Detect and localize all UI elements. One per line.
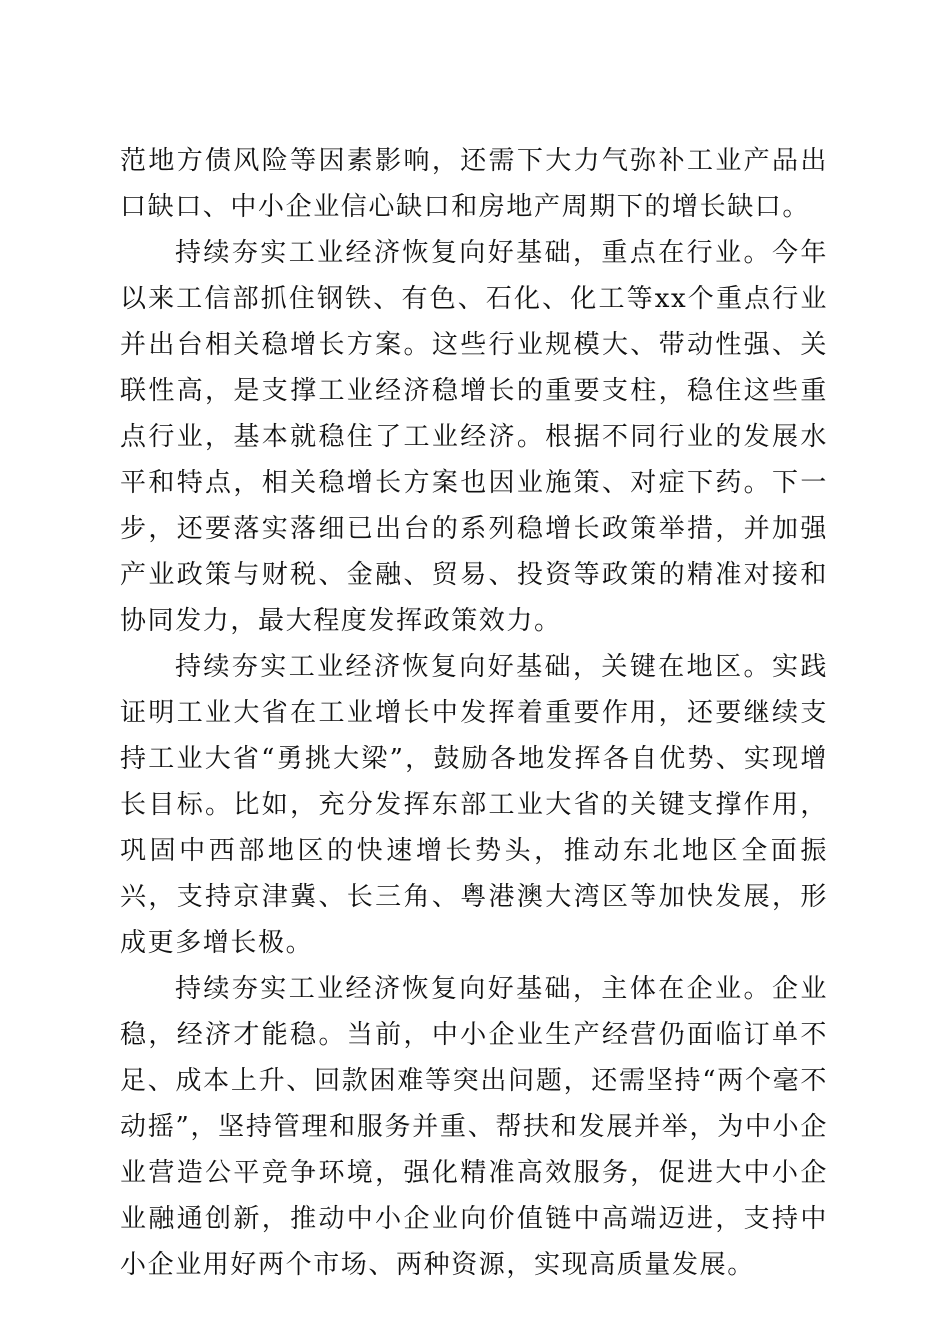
paragraph-industry: 持续夯实工业经济恢复向好基础，重点在行业。今年以来工信部抓住钢铁、有色、石化、化工等xx个重点行业并出台相关稳增长方案。这些行业规模大、带动性强、关联性高，是支撑工业经济稳增长的重要支柱，稳住这些重点行业，基本就稳住了工业经济。根据不同行业的发展水平和特点，相关稳增长方案也因业施策、对症下药。下一步，还要落实落细已出台的系列稳增长政策举措，并加强产业政策与财税、金融、贸易、投资等政策的精准对接和协同发力，最大程度发挥政策效力。: [120, 238, 828, 636]
document-body: [120, 138, 828, 1288]
paragraph-region: 持续夯实工业经济恢复向好基础，关键在地区。实践证明工业大省在工业增长中发挥着重要作用，还要继续支持工业大省“勇挑大梁”，鼓励各地发挥各自优势、实现增长目标。比如，充分发挥东部工业大省的关键支撑作用，巩固中西部地区的快速增长势头，推动东北地区全面振兴，支持京津冀、长三角、粤港澳大湾区等加快发展，形成更多增长极。: [120, 652, 828, 958]
paragraph-enterprise: 持续夯实工业经济恢复向好基础，主体在企业。企业稳，经济才能稳。当前，中小企业生产经营仍面临订单不足、成本上升、回款困难等突出问题，还需坚持“两个毫不动摇”，坚持管理和服务并重、帮扶和发展并举，为中小企业营造公平竞争环境，强化精准高效服务，促进大中小企业融通创新，推动中小企业向价值链中高端迈进，支持中小企业用好两个市场、两种资源，实现高质量发展。: [120, 974, 828, 1280]
paragraph-continuation: 范地方债风险等因素影响，还需下大力气弥补工业产品出口缺口、中小企业信心缺口和房地产周期下的增长缺口。: [120, 146, 828, 222]
